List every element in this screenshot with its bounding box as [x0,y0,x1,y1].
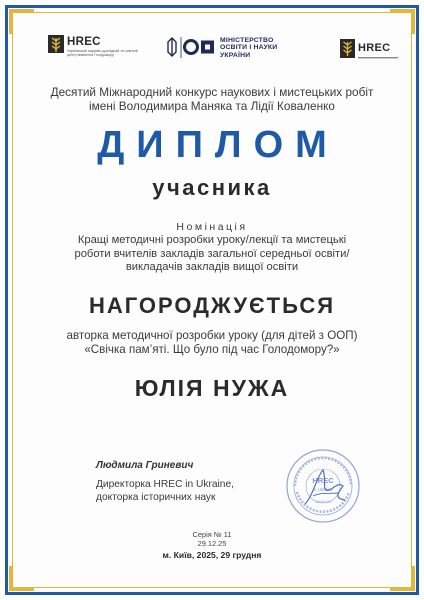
ministry-emblem-icon [166,34,218,62]
recipient-name: ЮЛІЯ НУЖА [134,375,290,401]
serial-date: 29.12.25 [197,539,227,548]
work-line: «Свічка пам’яті. Що було під час Голодомору?» [84,343,340,356]
work-line: авторка методичної розробки уроку (для дітей з ООП) [66,329,358,342]
nomination-line: Кращі методичні розробки уроку/лекції та мистецькі [77,234,347,246]
wheat-icon [340,38,357,60]
hrec-logo-text: HREC [67,36,101,48]
svg-text:HREC: HREC [312,476,334,485]
nomination-line: викладачів закладів вищої освіти [125,261,299,274]
nomination-label: Номінація [176,221,248,233]
corner-ornament [390,9,415,34]
diploma-subtitle: учасника [152,175,272,200]
ministry-name-line: МІНІСТЕРСТВО [220,37,274,44]
wheat-icon [48,33,66,55]
competition-title [0,85,424,113]
hrec-logo-left [48,33,140,65]
signer-name: Людмила Гриневич [96,460,194,471]
signer-position-line: Директорка HREC in Ukraine, [96,479,234,490]
competition-line: імені Володимира Маняка та Лідії Коваленко [89,99,335,113]
official-stamp [283,446,363,526]
svg-text:in Ukraine: in Ukraine [313,487,333,492]
hrec-logo-caption [358,56,400,62]
competition-line: Десятий Міжнародний конкурс наукових і мистецьких робіт [50,85,374,99]
ministry-name-line: УКРАЇНИ [220,51,251,59]
serial-number: Серія № 11 [192,530,232,539]
ministry-name [220,37,277,59]
place-date: м. Київ, 2025, 29 грудня [162,550,262,560]
corner-ornament [9,566,34,591]
signer-position-line: докторка історичних наук [96,491,216,503]
hrec-logo-text: HREC [358,42,391,54]
serial-info [0,530,424,548]
svg-text:38845100: 38845100 [315,500,331,504]
corner-ornament [9,9,34,34]
ministry-logo [166,34,306,66]
diploma-title: ДИПЛОМ [97,124,339,166]
ministry-name-line: ОСВІТИ І НАУКИ [220,44,278,52]
corner-ornament [390,566,415,591]
hrec-logo-right [340,36,400,64]
hrec-logo-subtitle: Український науково-дослідний та освітній центр вивчення Голодомору [67,49,138,58]
work-description [0,329,424,357]
awarded-heading: НАГОРОДЖУЄТЬСЯ [88,293,336,318]
signer-position [96,479,234,504]
nomination-text [0,234,424,275]
nomination-line: роботи вчителів закладів загальної середньої освіти/ [74,247,350,260]
